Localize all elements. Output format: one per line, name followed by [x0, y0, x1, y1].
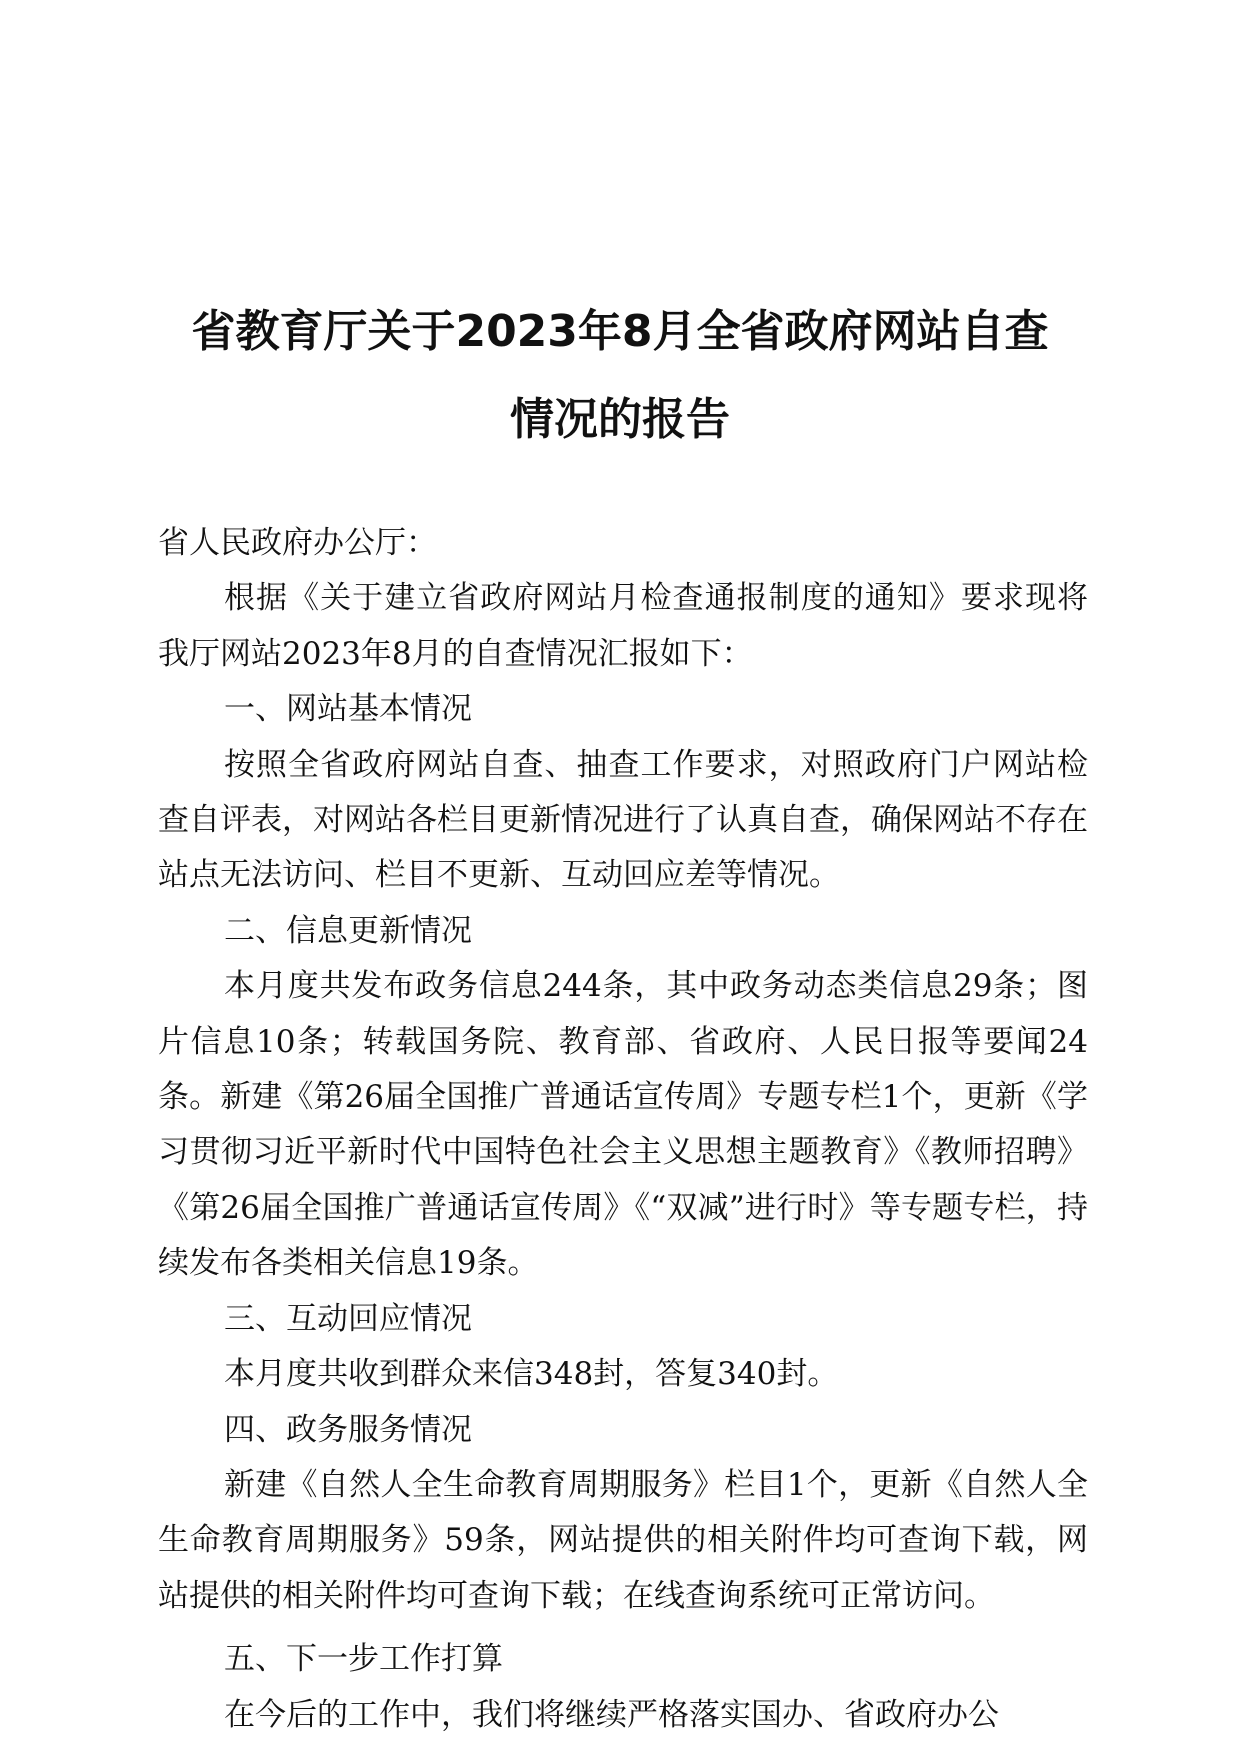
document-title-line-1: 省教育厅关于2023年8月全省政府网站自查 — [191, 306, 1049, 357]
section-heading-interaction: 三、互动回应情况 — [224, 1300, 472, 1337]
salutation: 省人民政府办公厅： — [158, 525, 437, 561]
section-heading-basic: 一、网站基本情况 — [224, 691, 472, 728]
section-spacer — [158, 1624, 1088, 1632]
section-text-services: 新建《自然人全生命教育周期服务》栏目1个，更新《自然人全生命教育周期服务》59条，网站提供的相关附件均可查询下载，网站提供的相关附件均可查询下载；在线查询系统可正常访问。 — [158, 1466, 1088, 1614]
document-body — [158, 516, 1088, 1743]
section-heading-updates: 二、信息更新情况 — [224, 912, 472, 949]
section-text-interaction: 本月度共收到群众来信348封，答复340封。 — [224, 1356, 839, 1393]
section-heading-next-steps: 五、下一步工作打算 — [224, 1641, 503, 1678]
section-text-next-steps: 在今后的工作中，我们将继续严格落实国办、省政府办公 — [224, 1696, 999, 1733]
intro-paragraph: 根据《关于建立省政府网站月检查通报制度的通知》要求现将我厅网站2023年8月的自查情况汇报如下： — [158, 580, 1088, 672]
document-title-line-2: 情况的报告 — [510, 394, 730, 445]
section-heading-services: 四、政务服务情况 — [224, 1411, 472, 1448]
section-text-basic: 按照全省政府网站自查、抽查工作要求，对照政府门户网站检查自评表，对网站各栏目更新情况进行了认真自查，确保网站不存在站点无法访问、栏目不更新、互动回应差等情况。 — [158, 746, 1088, 894]
section-text-updates: 本月度共发布政务信息244条，其中政务动态类信息29条；图片信息10条；转载国务院、教育部、省政府、人民日报等要闻24条。新建《第26届全国推广普通话宣传周》专题专栏1个，更新《学习贯彻习近平新时代中国特色社会主义思想主题教育》《教师招聘》《第26届全国推广普通话宣传周》《“双减”进行时》等专题专栏，持续发布各类相关信息19条。 — [158, 968, 1088, 1282]
